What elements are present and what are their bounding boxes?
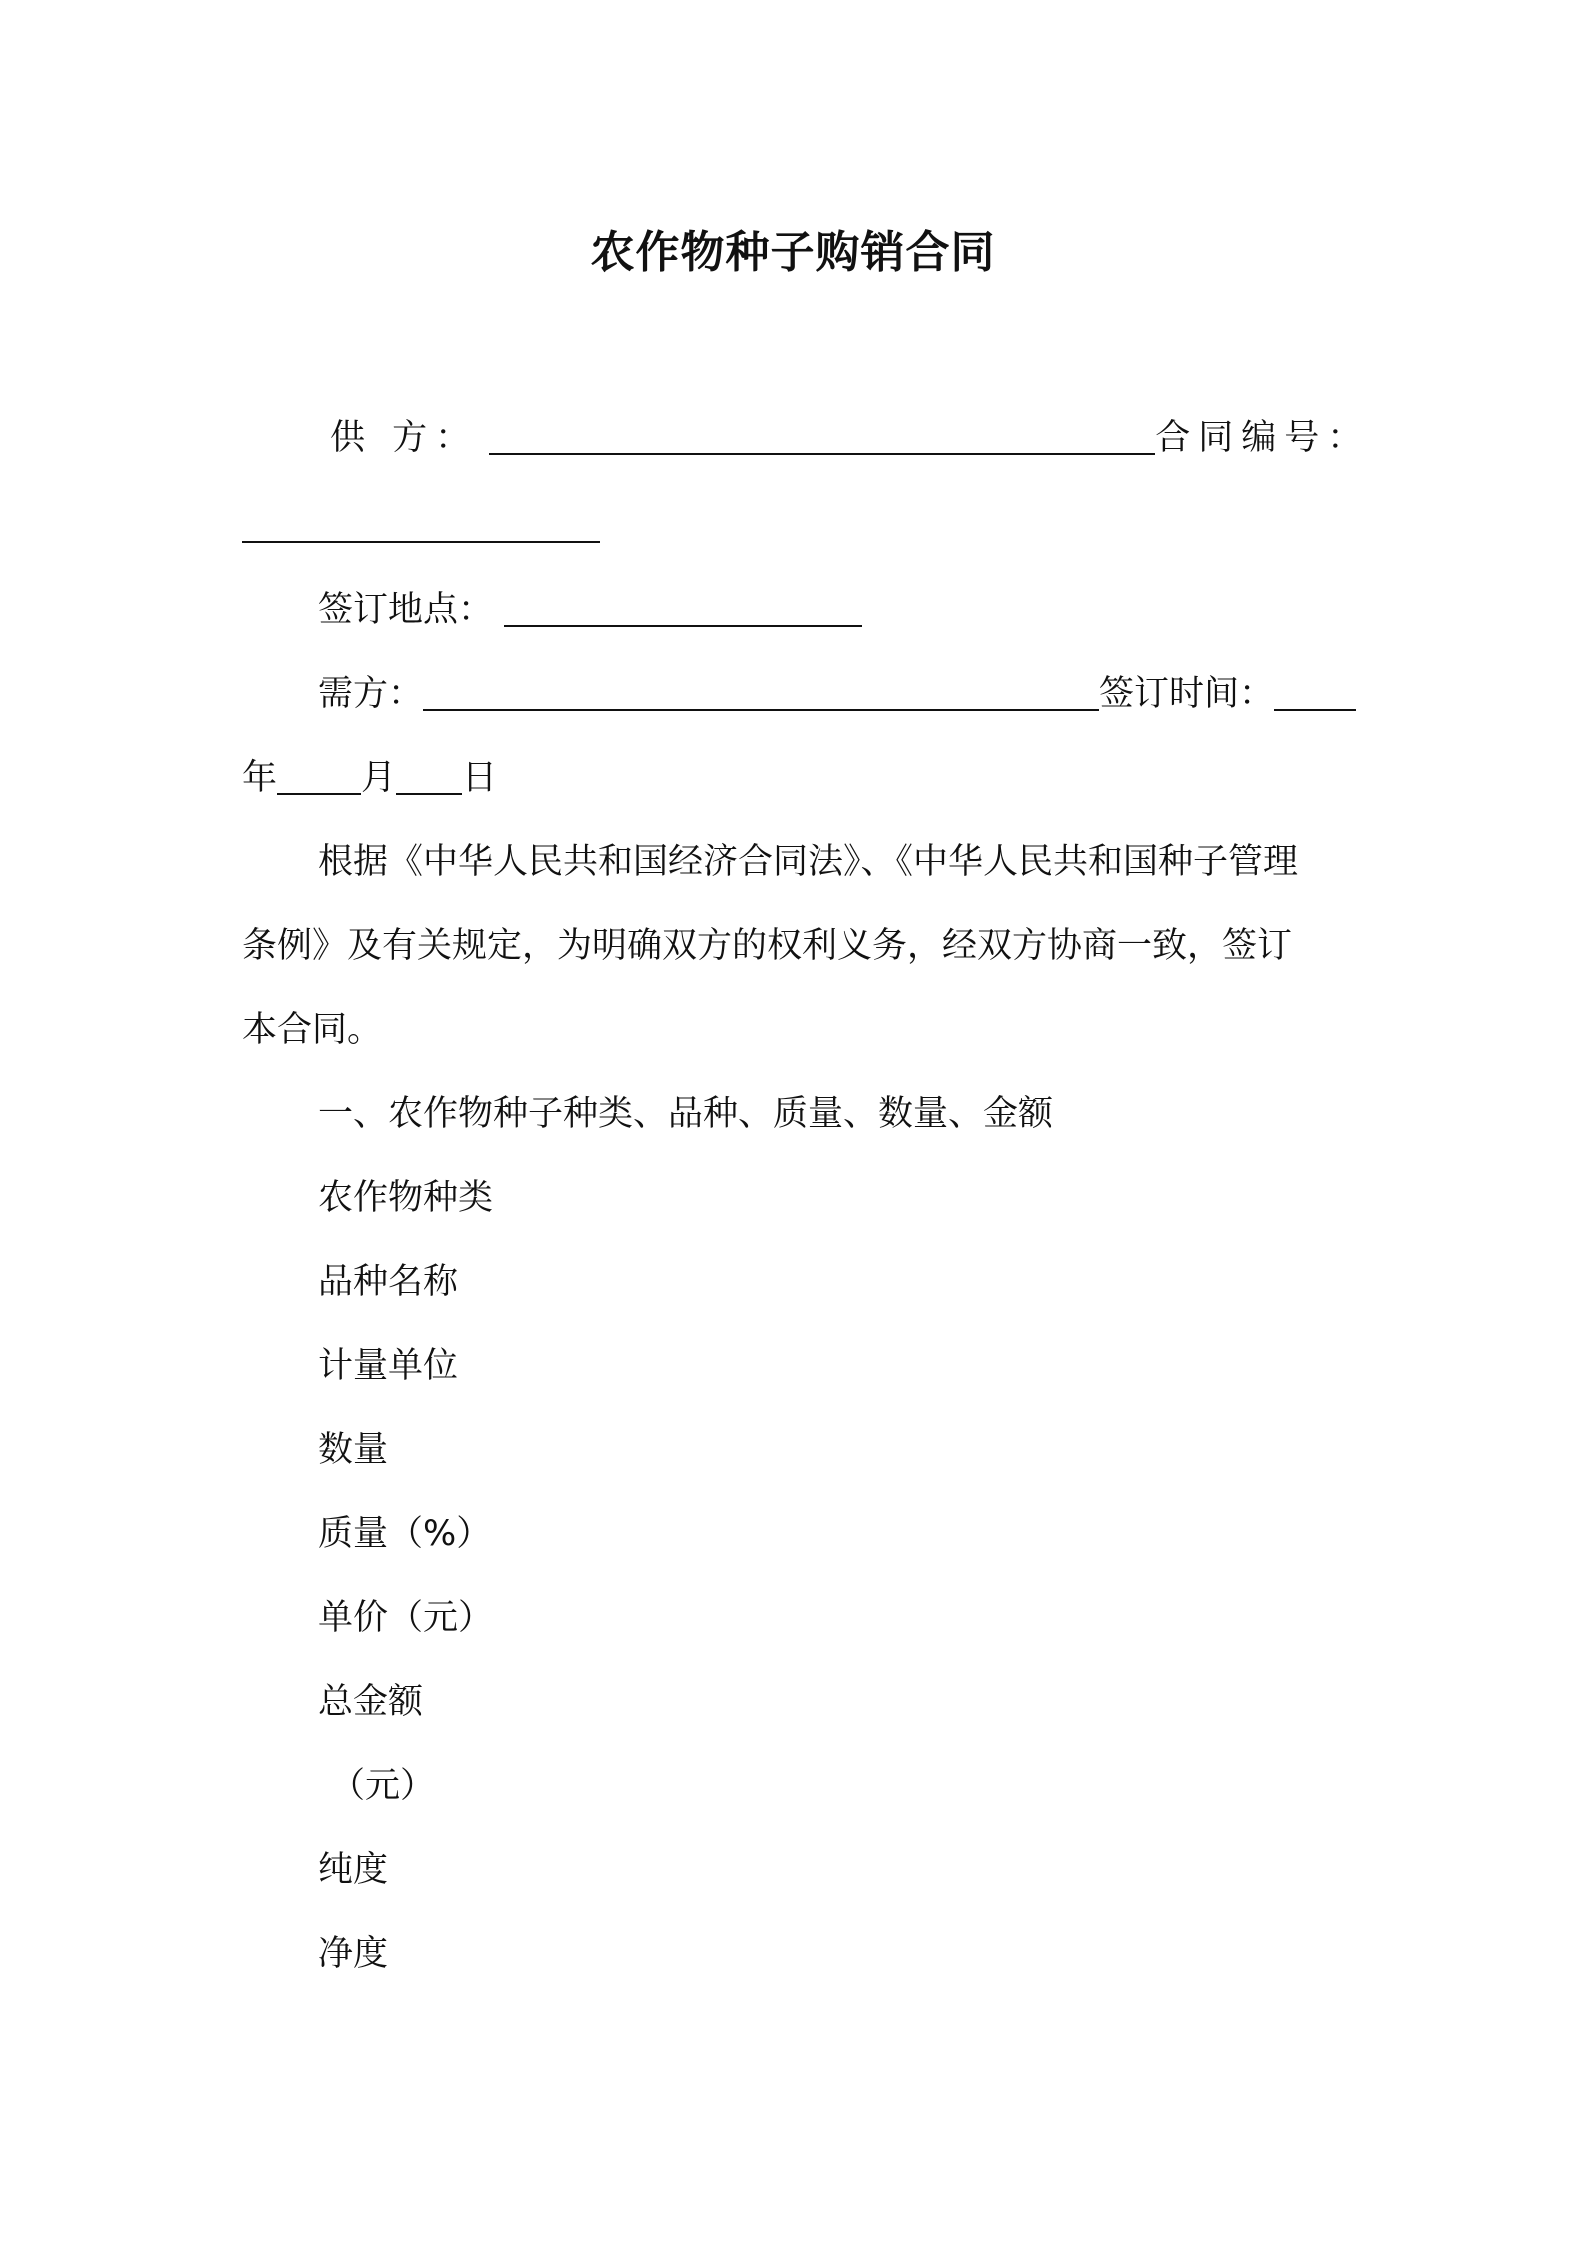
item-total-amount: 总金额 xyxy=(318,1682,424,1722)
item-crop-type: 农作物种类 xyxy=(318,1178,494,1218)
item-unit: 计量单位 xyxy=(318,1346,459,1386)
section-1-heading: 一、农作物种子种类、品种、质量、数量、金额 xyxy=(318,1094,1054,1134)
sign-place-line xyxy=(318,586,862,634)
item-purity: 纯度 xyxy=(318,1850,389,1890)
month-char: 月 xyxy=(361,758,397,798)
preamble-line-3: 本合同。 xyxy=(242,1010,383,1050)
sign-year-blank xyxy=(1274,673,1356,711)
supplier-line xyxy=(330,414,1370,462)
contract-no-line xyxy=(242,502,600,550)
supplier-label: 供 方： xyxy=(330,418,479,458)
date-line xyxy=(242,754,497,802)
sign-time-label: 签订时间： xyxy=(1099,674,1275,714)
contract-no-blank xyxy=(242,505,600,543)
preamble-line-1: 根据《中华人民共和国经济合同法》、《中华人民共和国种子管理 xyxy=(318,842,1299,882)
item-variety-name: 品种名称 xyxy=(318,1262,459,1302)
buyer-label: 需方： xyxy=(318,674,424,714)
day-blank xyxy=(396,757,462,795)
buyer-blank xyxy=(423,673,1099,711)
day-char: 日 xyxy=(462,758,498,798)
sign-place-blank xyxy=(504,589,862,627)
item-total-amount-unit: （元） xyxy=(330,1766,436,1806)
supplier-blank xyxy=(489,417,1155,455)
sign-place-label: 签订地点： xyxy=(318,590,494,630)
contract-no-label: 合同编号： xyxy=(1155,418,1371,458)
year-char: 年 xyxy=(242,758,278,798)
item-quantity: 数量 xyxy=(318,1430,389,1470)
month-blank xyxy=(277,757,361,795)
item-quality: 质量（%） xyxy=(318,1514,492,1554)
item-cleanliness: 净度 xyxy=(318,1934,389,1974)
page-title: 农作物种子购销合同 xyxy=(590,227,996,278)
preamble-line-2: 条例》及有关规定，为明确双方的权利义务，经双方协商一致，签订 xyxy=(242,926,1293,966)
item-unit-price: 单价（元） xyxy=(318,1598,494,1638)
buyer-line xyxy=(318,670,1356,718)
